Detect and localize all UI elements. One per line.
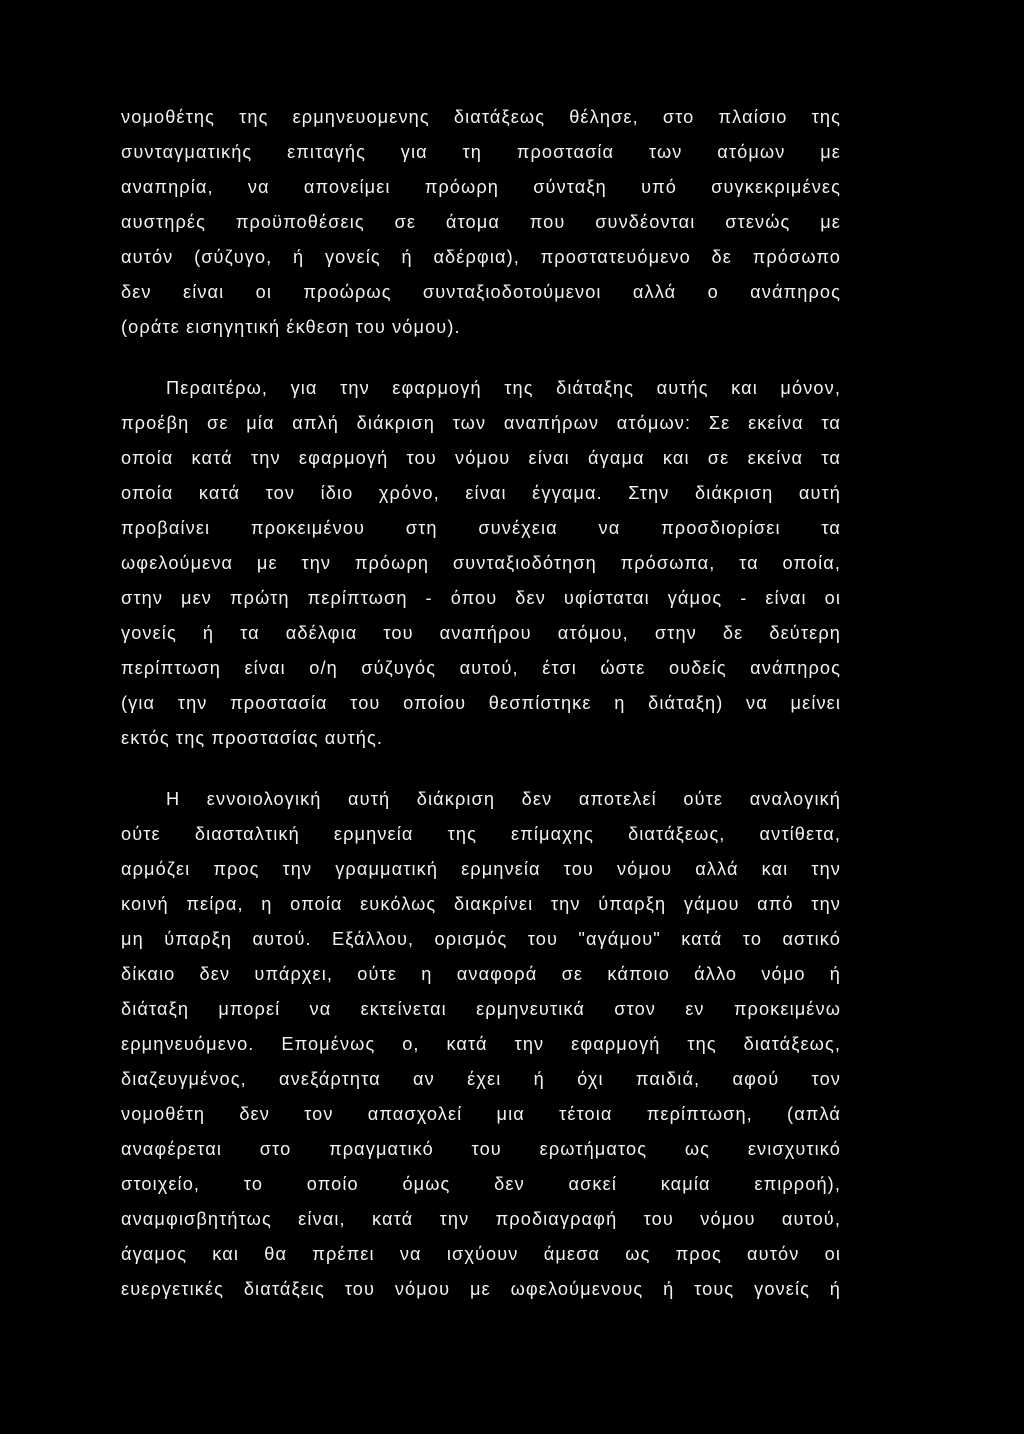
text-line: ούτε διασταλτική ερμηνεία της επίμαχης διατάξεως, αντίθετα, bbox=[121, 824, 841, 844]
text-line: συνταγματικής επιταγής για τη προστασία των ατόμων με bbox=[121, 142, 841, 162]
text-line: αναπηρία, να απονείμει πρόωρη σύνταξη υπό συγκεκριμένες bbox=[121, 177, 841, 197]
text-line: νομοθέτης της ερμηνευομενης διατάξεως θέλησε, στο πλαίσιο της bbox=[121, 107, 841, 127]
text-line: ερμηνευόμενο. Επομένως ο, κατά την εφαρμογή της διατάξεως, bbox=[121, 1034, 841, 1054]
text-line: Περαιτέρω, για την εφαρμογή της διάταξης αυτής και μόνον, bbox=[166, 378, 841, 398]
text-line: ευεργετικές διατάξεις του νόμου με ωφελούμενους ή τους γονείς ή bbox=[121, 1279, 841, 1299]
text-line: αυτόν (σύζυγο, ή γονείς ή αδέρφια), προστατευόμενο δε πρόσωπο bbox=[121, 247, 841, 267]
paragraph bbox=[121, 371, 841, 756]
text-line: προέβη σε μία απλή διάκριση των αναπήρων ατόμων: Σε εκείνα τα bbox=[121, 413, 841, 433]
paragraph-spacer bbox=[121, 345, 841, 371]
text-line: νομοθέτη δεν τον απασχολεί μια τέτοια περίπτωση, (απλά bbox=[121, 1104, 841, 1124]
paragraph bbox=[121, 100, 841, 345]
text-line: ωφελούμενα με την πρόωρη συνταξιοδότηση πρόσωπα, τα οποία, bbox=[121, 553, 841, 573]
text-line: διάταξη μπορεί να εκτείνεται ερμηνευτικά στον εν προκειμένω bbox=[121, 999, 841, 1019]
text-line: διαζευγμένος, ανεξάρτητα αν έχει ή όχι παιδιά, αφού τον bbox=[121, 1069, 841, 1089]
text-line: δεν είναι οι προώρως συνταξιοδοτούμενοι αλλά ο ανάπηρος bbox=[121, 282, 841, 302]
text-line: στοιχείο, το οποίο όμως δεν ασκεί καμία επιρροή), bbox=[121, 1174, 841, 1194]
text-line: (για την προστασία του οποίου θεσπίστηκε η διάταξη) να μείνει bbox=[121, 693, 841, 713]
text-line: αυστηρές προϋποθέσεις σε άτομα που συνδέονται στενώς με bbox=[121, 212, 841, 232]
text-line: δίκαιο δεν υπάρχει, ούτε η αναφορά σε κάποιο άλλο νόμο ή bbox=[121, 964, 841, 984]
text-line: εκτός της προστασίας αυτής. bbox=[121, 728, 383, 748]
text-line: γονείς ή τα αδέλφια του αναπήρου ατόμου, στην δε δεύτερη bbox=[121, 623, 841, 643]
text-line: προβαίνει προκειμένου στη συνέχεια να προσδιορίσει τα bbox=[121, 518, 841, 538]
text-line: (οράτε εισηγητική έκθεση του νόμου). bbox=[121, 317, 461, 337]
text-line: στην μεν πρώτη περίπτωση - όπου δεν υφίσταται γάμος - είναι οι bbox=[121, 588, 841, 608]
text-line: αναφέρεται στο πραγματικό του ερωτήματος ως ενισχυτικό bbox=[121, 1139, 841, 1159]
text-line: μη ύπαρξη αυτού. Εξάλλου, ορισμός του "αγάμου" κατά το αστικό bbox=[121, 929, 841, 949]
paragraph-spacer bbox=[121, 756, 841, 782]
text-line: αρμόζει προς την γραμματική ερμηνεία του νόμου αλλά και την bbox=[121, 859, 841, 879]
text-line: οποία κατά την εφαρμογή του νόμου είναι άγαμα και σε εκείνα τα bbox=[121, 448, 841, 468]
text-line: περίπτωση είναι ο/η σύζυγός αυτού, έτσι ώστε ουδείς ανάπηρος bbox=[121, 658, 841, 678]
text-line: αναμφισβητήτως είναι, κατά την προδιαγραφή του νόμου αυτού, bbox=[121, 1209, 841, 1229]
text-line: οποία κατά τον ίδιο χρόνο, είναι έγγαμα. Στην διάκριση αυτή bbox=[121, 483, 841, 503]
text-line: κοινή πείρα, η οποία ευκόλως διακρίνει την ύπαρξη γάμου από την bbox=[121, 894, 841, 914]
text-line: Η εννοιολογική αυτή διάκριση δεν αποτελεί ούτε αναλογική bbox=[166, 789, 841, 809]
document-body bbox=[121, 100, 841, 1307]
text-line: άγαμος και θα πρέπει να ισχύουν άμεσα ως προς αυτόν οι bbox=[121, 1244, 841, 1264]
paragraph bbox=[121, 782, 841, 1307]
